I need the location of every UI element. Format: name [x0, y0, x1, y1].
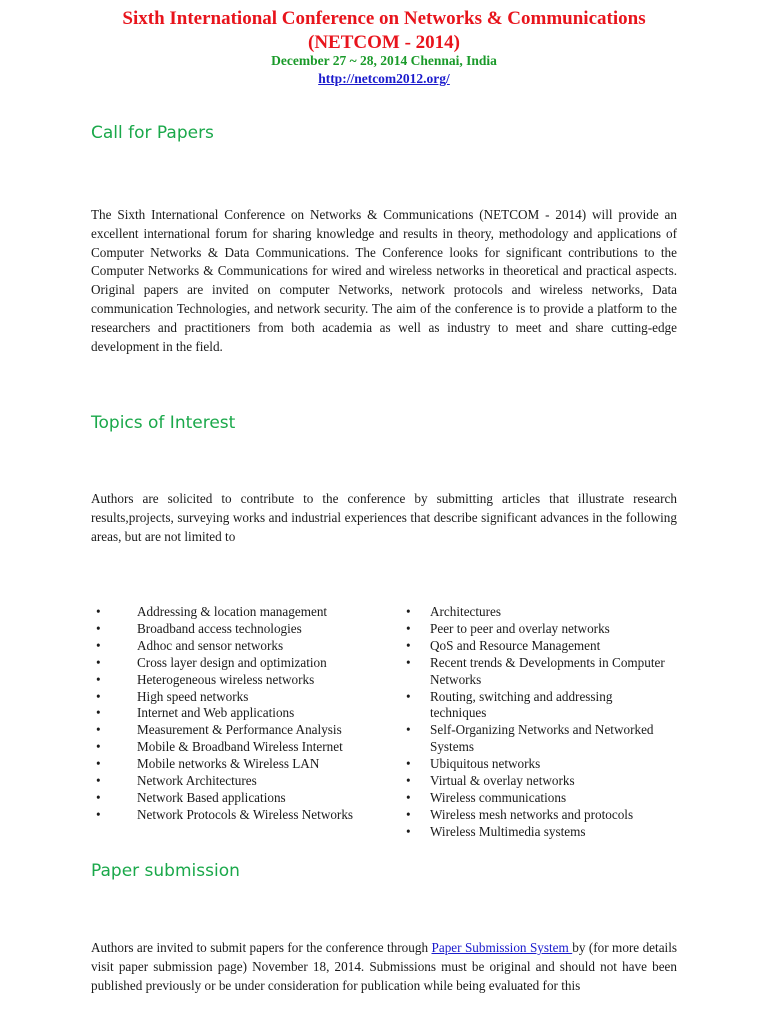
topics-intro: Authors are solicited to contribute to the conference by submitting articles that illustrate research results,projects, surveying works and industrial experiences that describe significant advances in the following areas, but are not limited to: [91, 491, 677, 544]
topic-label: Mobile & Broadband Wireless Internet: [137, 739, 343, 755]
topic-item: [96, 790, 386, 807]
topic-label: Self-Organizing Networks and Networked Systems: [430, 722, 654, 755]
bullet-icon: •: [406, 620, 411, 636]
topic-label: Internet and Web applications: [137, 705, 295, 721]
topic-label: Broadband access technologies: [137, 620, 302, 636]
topic-item: [406, 689, 666, 723]
bullet-icon: •: [96, 739, 101, 755]
topics-heading: Topics of Interest: [91, 413, 236, 433]
paper-submission-body: [91, 939, 677, 995]
topic-item: [96, 604, 386, 621]
topic-label: QoS and Resource Management: [430, 637, 601, 653]
topic-label: Wireless communications: [430, 789, 567, 805]
topic-item: [406, 722, 666, 756]
topic-label: Network Protocols & Wireless Networks: [137, 806, 354, 822]
topic-label: Peer to peer and overlay networks: [430, 620, 610, 636]
conference-url-line: [0, 71, 768, 87]
topic-item: [406, 790, 666, 807]
topic-item: [406, 655, 666, 689]
topic-label: Routing, switching and addressing techniques: [430, 688, 613, 721]
bullet-icon: •: [406, 756, 411, 772]
bullet-icon: •: [406, 637, 411, 653]
paper-submission-heading: Paper submission: [91, 861, 240, 881]
topic-item: [96, 756, 386, 773]
topic-item: [96, 621, 386, 638]
bullet-icon: •: [96, 722, 101, 738]
bullet-icon: •: [406, 806, 411, 822]
topics-list-right: [406, 604, 666, 841]
topics-list-left: [96, 604, 386, 824]
topic-item: [406, 621, 666, 638]
topic-label: Wireless Multimedia systems: [430, 823, 586, 839]
topic-label: Adhoc and sensor networks: [137, 637, 284, 653]
topic-item: [96, 807, 386, 824]
bullet-icon: •: [96, 604, 101, 619]
bullet-icon: •: [96, 806, 101, 822]
conference-acronym: (NETCOM - 2014): [308, 32, 460, 53]
topic-item: [406, 638, 666, 655]
topic-item: [96, 773, 386, 790]
topic-item: [96, 638, 386, 655]
submission-text-after-link: by (for more details visit paper submission page) November 18, 2014. Submissions must be original and should not have been published previously or be under consideration for publication while being evaluated for this: [91, 940, 678, 993]
topic-item: [96, 739, 386, 756]
topic-item: [406, 807, 666, 824]
topic-label: Network Based applications: [137, 789, 286, 805]
topic-label: Mobile networks & Wireless LAN: [137, 756, 320, 772]
bullet-icon: •: [96, 705, 101, 721]
topic-item: [96, 672, 386, 689]
bullet-icon: •: [96, 620, 101, 636]
bullet-icon: •: [406, 789, 411, 805]
topic-label: Wireless mesh networks and protocols: [430, 806, 634, 822]
topic-item: [96, 722, 386, 739]
topic-label: Ubiquitous networks: [430, 756, 541, 772]
conference-date-location: December 27 ~ 28, 2014 Chennai, India: [271, 53, 497, 68]
topic-item: [96, 655, 386, 672]
bullet-icon: •: [406, 688, 411, 704]
bullet-icon: •: [96, 654, 101, 670]
topic-label: Cross layer design and optimization: [137, 654, 327, 670]
topic-label: Virtual & overlay networks: [430, 773, 575, 789]
topic-label: Measurement & Performance Analysis: [137, 722, 342, 738]
topic-item: [406, 773, 666, 790]
topic-item: [96, 705, 386, 722]
bullet-icon: •: [96, 756, 101, 772]
topic-item: [406, 824, 666, 841]
topic-item: [96, 689, 386, 706]
submission-text-before-link: Authors are invited to submit papers for the conference through: [91, 940, 432, 955]
bullet-icon: •: [406, 604, 411, 619]
topic-label: Heterogeneous wireless networks: [137, 671, 315, 687]
bullet-icon: •: [406, 773, 411, 789]
call-for-papers-body: The Sixth International Conference on Networks & Communications (NETCOM - 2014) will provide an excellent international forum for sharing knowledge and results in theory, methodology and applications of Computer Networks & Data Communications. The Conference looks for significant contributions to the Computer Networks & Communications for wired and wireless networks in theoretical and practical aspects. Original papers are invited on computer Networks, network protocols and wireless networks, Data communication Technologies, and network security. The aim of the conference is to provide a platform to the researchers and practitioners from both academia as well as industry to meet and share cutting-edge development in the field.: [91, 207, 677, 354]
conference-url-link[interactable]: http://netcom2012.org/: [318, 71, 450, 86]
topic-label: Recent trends & Developments in Computer Networks: [430, 654, 665, 687]
bullet-icon: •: [96, 773, 101, 789]
bullet-icon: •: [96, 671, 101, 687]
bullet-icon: •: [406, 722, 411, 738]
paper-submission-system-link[interactable]: Paper Submission System: [431, 940, 573, 955]
bullet-icon: •: [96, 789, 101, 805]
topic-label: Network Architectures: [137, 773, 257, 789]
conference-title: Sixth International Conference on Networks & Communications: [122, 8, 646, 29]
topic-item: [406, 604, 666, 621]
topic-label: Addressing & location management: [137, 604, 328, 619]
bullet-icon: •: [96, 688, 101, 704]
topic-label: High speed networks: [137, 688, 249, 704]
bullet-icon: •: [406, 823, 411, 839]
call-for-papers-heading: Call for Papers: [91, 123, 214, 143]
bullet-icon: •: [96, 637, 101, 653]
bullet-icon: •: [406, 654, 411, 670]
topic-item: [406, 756, 666, 773]
topic-label: Architectures: [430, 604, 502, 619]
